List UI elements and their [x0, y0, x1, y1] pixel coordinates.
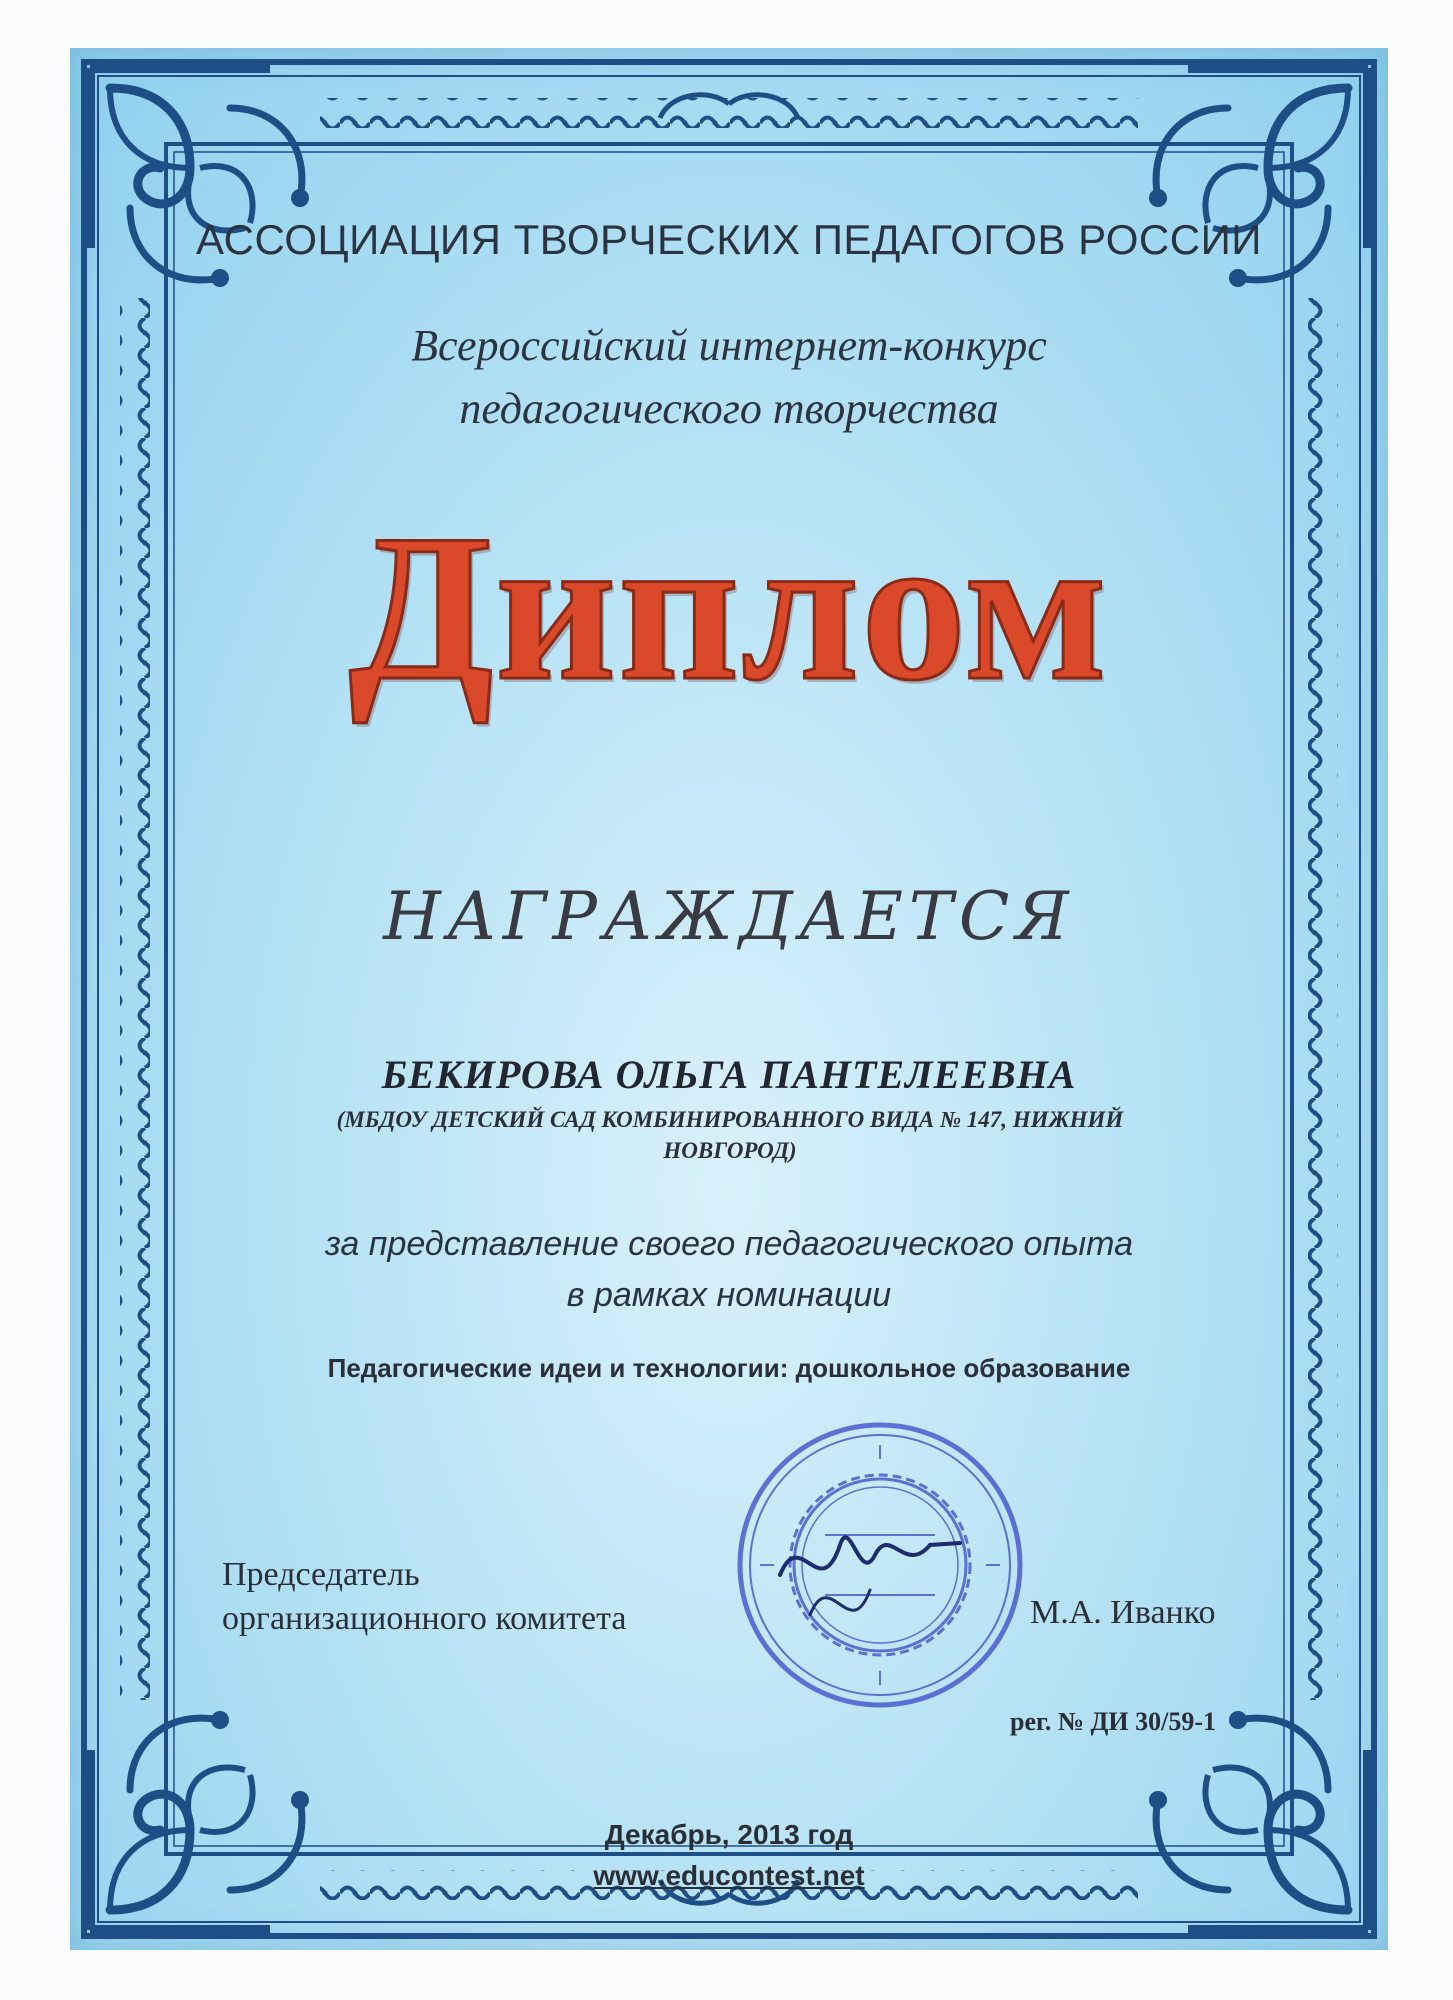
- diploma-content: [70, 48, 1388, 1950]
- chair-title: [222, 1553, 722, 1641]
- awarded-heading: НАГРАЖДАЕТСЯ: [383, 878, 1075, 955]
- stamp-seal-icon: [730, 1415, 1030, 1715]
- recipient-organization: (МБДОУ ДЕТСКИЙ САД КОМБИНИРОВАННОГО ВИДА № 147, НИЖНИЙ НОВГОРОД): [336, 1107, 1124, 1163]
- signer-name: М.А. Иванко: [1030, 1594, 1216, 1631]
- chair-title-line2: организационного комитета: [222, 1600, 627, 1637]
- recipient-name: БЕКИРОВА ОЛЬГА ПАНТЕЛЕЕВНА: [381, 1052, 1077, 1097]
- chair-title-line1: Председатель: [222, 1556, 420, 1593]
- contest-title-line1: Всероссийский интернет-конкурс: [411, 321, 1047, 370]
- registration-number: рег. № ДИ 30/59-1: [1010, 1707, 1216, 1736]
- website-link[interactable]: www.educontest.net: [593, 1860, 865, 1891]
- diploma-title: Диплом: [348, 492, 1110, 724]
- reason-line2: в рамках номинации: [566, 1276, 892, 1314]
- nomination-name: Педагогические идеи и технологии: дошкольное образование: [327, 1353, 1131, 1383]
- contest-title-line2: педагогического творчества: [459, 384, 999, 433]
- issue-date: Декабрь, 2013 год: [604, 1819, 854, 1850]
- association-name: АССОЦИАЦИЯ ТВОРЧЕСКИХ ПЕДАГОГОВ РОССИИ: [196, 216, 1262, 263]
- signature-icon: [780, 1537, 960, 1575]
- reason-line1: за представление своего педагогического опыта: [324, 1225, 1134, 1263]
